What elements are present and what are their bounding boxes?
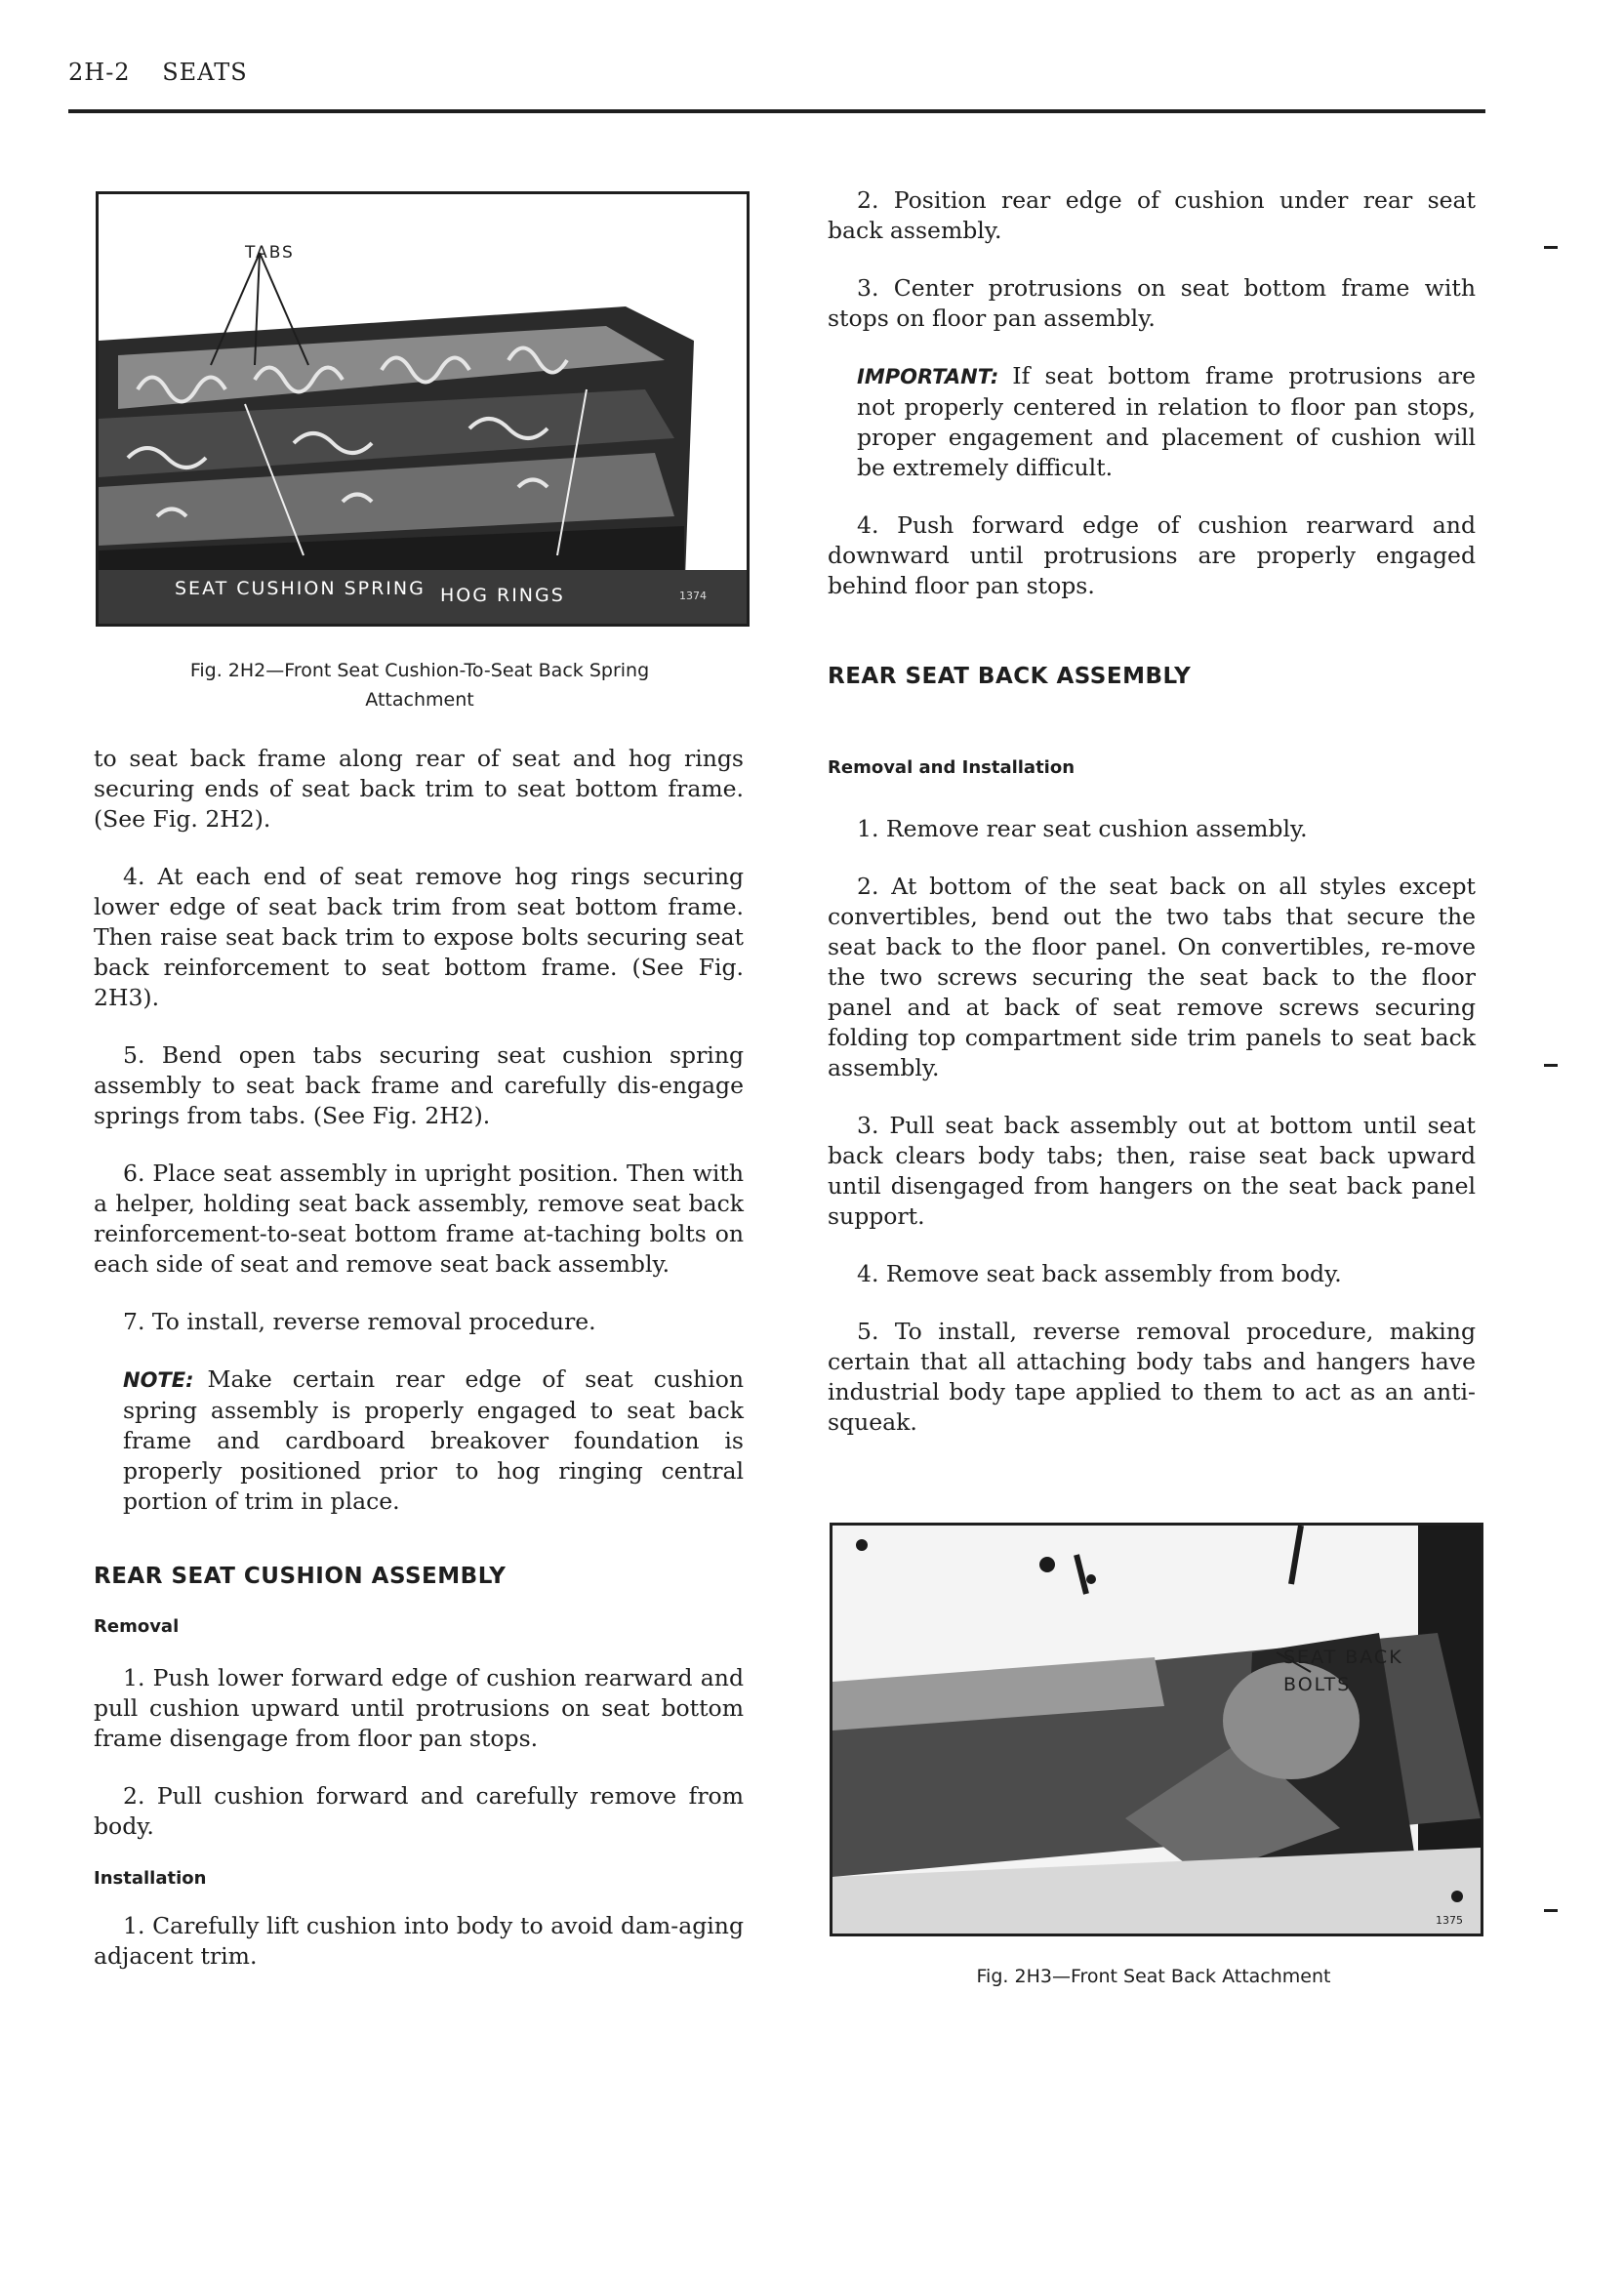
step-7: 7. To install, reverse removal procedure. <box>123 1308 596 1335</box>
caption-line-1: Fig. 2H2—Front Seat Cushion-To-Seat Back Spring <box>189 660 650 681</box>
step-6: 6. Place seat assembly in upright position. Then with a helper, holding seat back assembly, remove seat back reinforcement-to-seat bottom frame at-taching bolts on each side of seat and remove seat back assembly. <box>94 1160 744 1278</box>
right-column <box>828 185 1476 1465</box>
heading-rear-seat-cushion: REAR SEAT CUSHION ASSEMBLY <box>94 1564 507 1589</box>
back-step-3: 3. Pull seat back assembly out at bottom until seat back clears body tabs; then, raise seat back upward until disengaged from hangers on the seat back panel support. <box>828 1112 1476 1230</box>
figure-2h3-photo <box>830 1523 1483 1936</box>
step-5: 5. Bend open tabs securing seat cushion spring assembly to seat back frame and carefully dis-engage springs from tabs. (See Fig. 2H2). <box>94 1041 744 1129</box>
heading-rear-seat-back: REAR SEAT BACK ASSEMBLY <box>828 664 1192 689</box>
note-block <box>94 1364 744 1517</box>
label-seat-cushion-spring: SEAT CUSHION SPRING <box>175 578 426 599</box>
back-step-1: 1. Remove rear seat cushion assembly. <box>857 815 1308 842</box>
subheading-removal: Removal <box>94 1616 180 1637</box>
important-text: If seat bottom frame protrusions are not properly centered in relation to floor pan stops, proper engagement and placement of cushion will be extremely difficult. <box>857 362 1476 481</box>
note-label: NOTE: <box>123 1368 194 1392</box>
figure-2h2-photo <box>96 191 750 627</box>
important-block <box>828 361 1476 483</box>
label-hog-rings: HOG RINGS <box>440 585 565 606</box>
important-label: IMPORTANT: <box>857 365 999 388</box>
paragraph-continued: to seat back frame along rear of seat and hog rings securing ends of seat back trim to seat bottom frame. (See Fig. 2H2). <box>94 745 744 833</box>
step-4: 4. At each end of seat remove hog rings securing lower edge of seat back trim from seat bottom frame. Then raise seat back trim to expose bolts securing seat back reinforcement to seat bottom frame. (See Fig. 2H3). <box>94 863 744 1011</box>
step-3: 3. Center protrusions on seat bottom frame with stops on floor pan assembly. <box>828 274 1476 332</box>
back-step-4: 4. Remove seat back assembly from body. <box>857 1260 1342 1287</box>
label-bolts: BOLTS <box>1283 1674 1352 1695</box>
label-seat-back: SEAT BACK <box>1283 1647 1403 1668</box>
figure-number-1375: 1375 <box>1436 1914 1463 1927</box>
back-step-2: 2. At bottom of the seat back on all styles except convertibles, bend out the two tabs that secure the seat back to the floor panel. On convertibles, re-move the two screws securing the seat back to the floor panel and at back of seat remove screws securing folding top compartment side trim panels to seat back assembly. <box>828 873 1476 1081</box>
back-step-5: 5. To install, reverse removal procedure, making certain that all attaching body tabs and hangers have industrial body tape applied to them to act as an anti-squeak. <box>828 1318 1476 1436</box>
label-tabs: TABS <box>245 243 295 263</box>
removal-step-1: 1. Push lower forward edge of cushion rearward and pull cushion upward until protrusions on seat bottom frame disengage from floor pan stops. <box>94 1664 744 1752</box>
left-column <box>94 744 744 1999</box>
header-rule <box>68 109 1485 113</box>
margin-mark <box>1544 246 1558 249</box>
seat-back-illustration <box>832 1526 1481 1934</box>
note-text: Make certain rear edge of seat cushion spring assembly is properly engaged to seat back frame and cardboard breakover foundation is properly positioned prior to hog ringing central portion of trim in place. <box>123 1365 744 1515</box>
caption-line-2: Attachment <box>365 689 474 711</box>
step-2: 2. Position rear edge of cushion under rear seat back assembly. <box>828 186 1476 244</box>
figure-2h2-caption <box>96 656 744 714</box>
page-number: 2H-2 <box>68 59 131 86</box>
removal-step-2: 2. Pull cushion forward and carefully remove from body. <box>94 1782 744 1840</box>
figure-2h3-caption: Fig. 2H3—Front Seat Back Attachment <box>976 1966 1331 1987</box>
seat-spring-illustration <box>99 194 747 624</box>
step-4-right: 4. Push forward edge of cushion rearward and downward until protrusions are properly engaged behind floor pan stops. <box>828 511 1476 599</box>
subheading-removal-and-installation: Removal and Installation <box>828 757 1076 778</box>
figure-number-1374: 1374 <box>679 590 707 602</box>
subheading-installation: Installation <box>94 1868 207 1889</box>
page-header <box>68 59 271 86</box>
section-title: SEATS <box>162 59 248 86</box>
margin-mark <box>1544 1064 1558 1067</box>
installation-step-1: 1. Carefully lift cushion into body to avoid dam-aging adjacent trim. <box>94 1912 744 1970</box>
margin-mark <box>1544 1909 1558 1912</box>
